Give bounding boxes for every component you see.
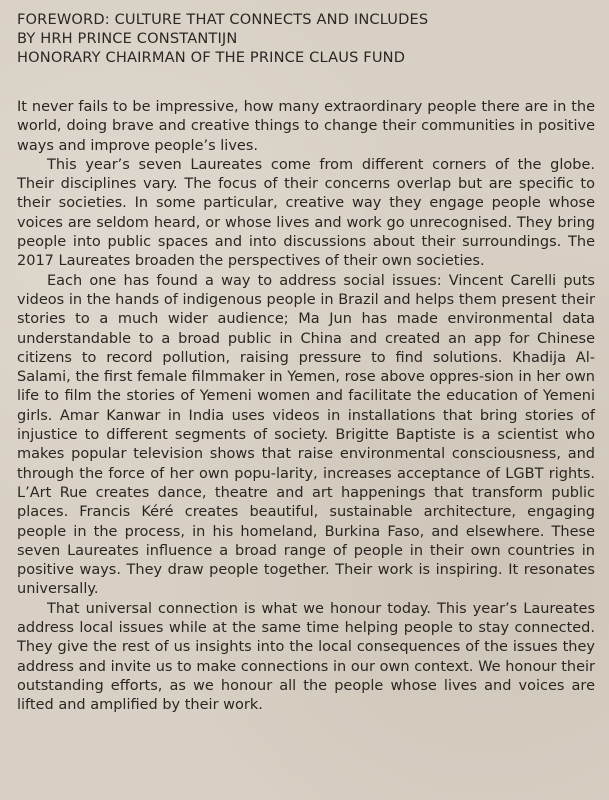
paragraph-social-issues: Each one has found a way to address social issues: Vincent Carelli puts videos in the hands of indigenous people in Brazil and helps them present their stories to a much wider audience; Ma Jun has made environmental data understandable to a broad public in China and created an app for Chinese citizens to record pollution, raising pressure to find solutions. Khadija Al-Salami, the first female filmmaker in Yemen, rose above oppres-sion in her own life to film the stories of Yemeni women and facilitate the education of Yemeni girls. Amar Kanwar in India uses videos in installations that bring stories of injustice to different segments of society. Brigitte Baptiste is a scientist who makes popular television shows that raise environmental consciousness, and through the force of her own popu-larity, increases acceptance of LGBT rights. L’Art Rue creates dance, theatre and art happenings that transform public places. Francis Kéré creates beautiful, sustainable architecture, engaging people in the process, in his homeland, Burkina Faso, and elsewhere. These seven Laureates influence a broad range of people in their own countries in positive ways. They draw people together. Their work is inspiring. It resonates universally.: [17, 272, 595, 598]
heading-title: FOREWORD: CULTURE THAT CONNECTS AND INCLUDES: [17, 11, 429, 28]
foreword-body: [17, 98, 595, 716]
foreword-heading: [17, 10, 595, 67]
paragraph-laureates: This year’s seven Laureates come from different corners of the globe. Their disciplines vary. The focus of their concerns overlap but are specific to their societies. In some particular, creative way they engage people whose voices are seldom heard, or whose lives and work go unrecognised. They bring people into public spaces and into discussions about their surroundings. The 2017 Laureates broaden the perspectives of their own societies.: [17, 156, 595, 270]
paragraph-universal-connection: That universal connection is what we honour today. This year’s Laureates address local issues while at the same time helping people to stay connected. They give the rest of us insights into the local consequences of the issues they address and invite us to make connections in our own context. We honour their outstanding efforts, as we honour all the people whose lives and voices are lifted and amplified by their work.: [17, 600, 595, 714]
heading-author-role: HONORARY CHAIRMAN OF THE PRINCE CLAUS FUND: [17, 49, 406, 66]
heading-author: BY HRH PRINCE CONSTANTIJN: [17, 30, 238, 47]
paragraph-intro: It never fails to be impressive, how many extraordinary people there are in the world, doing brave and creative things to change their communities in positive ways and improve people’s lives.: [17, 99, 595, 154]
